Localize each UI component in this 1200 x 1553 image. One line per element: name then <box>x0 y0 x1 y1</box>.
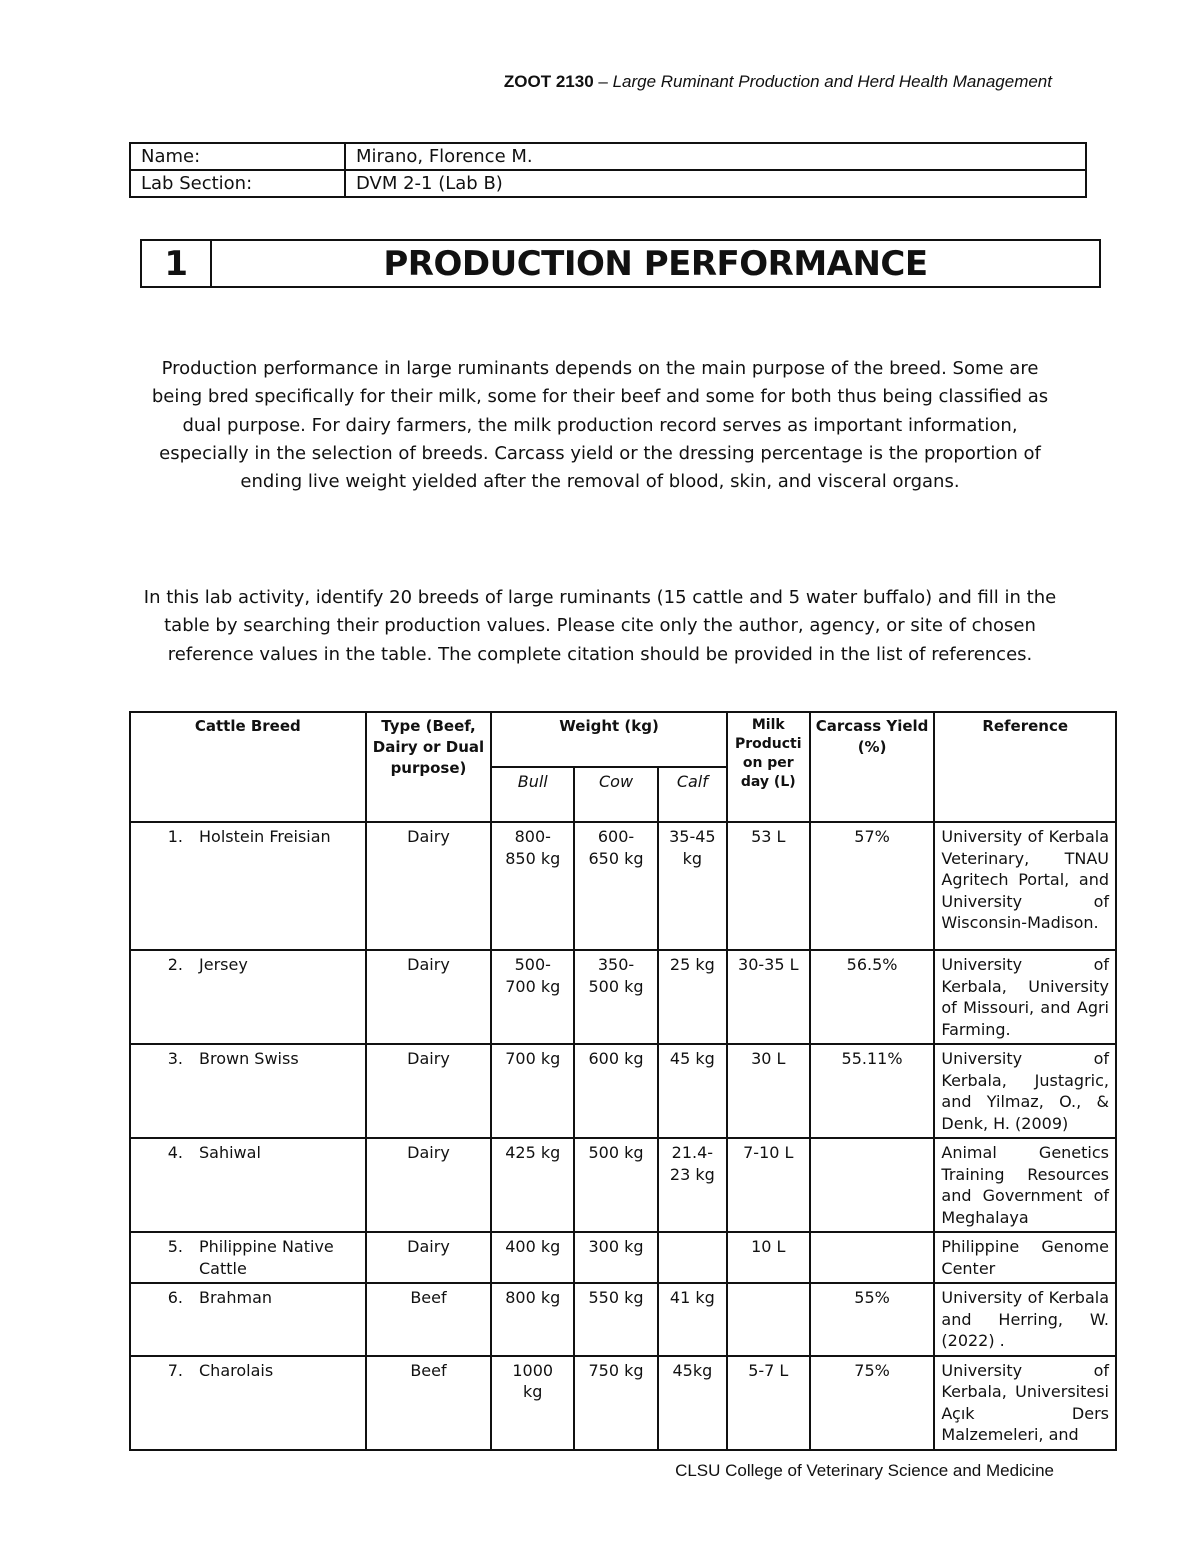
row-number: 4. <box>167 1143 183 1162</box>
calf-weight-cell: 45kg <box>658 1356 727 1450</box>
header-calf: Calf <box>658 767 727 822</box>
type-cell: Beef <box>366 1356 492 1450</box>
breed-name: Charolais <box>199 1360 274 1380</box>
name-label: Name: <box>130 143 345 170</box>
table-row <box>130 1044 1116 1138</box>
cow-weight-cell: 600 kg <box>574 1044 658 1138</box>
milk-cell: 30-35 L <box>727 950 810 1044</box>
carcass-cell: 55% <box>810 1283 935 1356</box>
milk-cell: 10 L <box>727 1232 810 1283</box>
name-value: Mirano, Florence M. <box>345 143 1086 170</box>
calf-weight-cell <box>658 1232 727 1283</box>
production-table <box>129 711 1117 1451</box>
breed-name: Jersey <box>199 955 248 974</box>
carcass-cell <box>810 1232 935 1283</box>
carcass-cell <box>810 1138 935 1232</box>
type-cell: Dairy <box>366 1232 492 1283</box>
type-cell: Dairy <box>366 950 492 1044</box>
breed-cell <box>130 1138 366 1232</box>
calf-weight-cell: 41 kg <box>658 1283 727 1356</box>
table-row <box>130 1138 1116 1232</box>
bull-weight-cell: 500- 700 kg <box>491 950 574 1044</box>
breed-cell <box>130 1232 366 1283</box>
intro-paragraph: Production performance in large ruminants depends on the main purpose of the breed. Some are being bred specifically for their milk, some for their beef and some for both thus being classified as dual purpose. For dairy farmers, the milk production record serves as important information, especially in the selection of breeds. Carcass yield or the dressing percentage is the proportion of ending live weight yielded after the removal of blood, skin, and visceral organs. <box>151 358 1049 493</box>
breed-cell <box>130 1356 366 1450</box>
calf-weight-cell: 45 kg <box>658 1044 727 1138</box>
milk-cell: 7-10 L <box>727 1138 810 1232</box>
section-row <box>130 170 1086 197</box>
page-footer: CLSU College of Veterinary Science and Medicine <box>675 1461 1054 1480</box>
milk-cell: 5-7 L <box>727 1356 810 1450</box>
bull-weight-cell: 700 kg <box>491 1044 574 1138</box>
page-header <box>504 72 1052 92</box>
breed-cell <box>130 1044 366 1138</box>
row-number: 5. <box>167 1237 183 1256</box>
type-cell: Dairy <box>366 822 492 950</box>
header-carcass-yield: Carcass Yield (%) <box>810 712 935 822</box>
header-cow: Cow <box>574 767 658 822</box>
table-row <box>130 1232 1116 1283</box>
breed-name: Philippine Native Cattle <box>199 1237 334 1278</box>
bull-weight-cell: 425 kg <box>491 1138 574 1232</box>
type-cell: Dairy <box>366 1138 492 1232</box>
carcass-cell: 56.5% <box>810 950 935 1044</box>
instructions-paragraph: In this lab activity, identify 20 breeds of large ruminants (15 cattle and 5 water buffalo) and fill in the table by searching their production values. Please cite only the author, agency, or site of chosen reference values in the table. The complete citation should be provided in the list of references. <box>143 587 1057 665</box>
row-number: 6. <box>167 1288 183 1307</box>
calf-weight-cell: 25 kg <box>658 950 727 1044</box>
breed-cell <box>130 822 366 950</box>
header-weight: Weight (kg) <box>491 712 726 767</box>
reference-cell: University of Kerbala Veterinary, TNAU Agritech Portal, and University of Wisconsin-Madison. <box>934 822 1116 950</box>
course-code: ZOOT 2130 <box>503 72 594 91</box>
reference-cell: University of Kerbala, Universitesi Açık Ders Malzemeleri, and <box>934 1356 1116 1450</box>
name-row <box>130 143 1086 170</box>
breed-cell <box>130 950 366 1044</box>
row-number: 2. <box>167 955 183 974</box>
type-cell: Beef <box>366 1283 492 1356</box>
breed-name: Brahman <box>199 1288 273 1307</box>
calf-weight-cell: 21.4- 23 kg <box>658 1138 727 1232</box>
reference-cell: Animal Genetics Training Resources and Government of Meghalaya <box>934 1138 1116 1232</box>
header-type: Type (Beef, Dairy or Dual purpose) <box>366 712 492 822</box>
activity-title-box <box>140 239 1101 288</box>
cow-weight-cell: 500 kg <box>574 1138 658 1232</box>
header-cattle-breed: Cattle Breed <box>130 712 366 822</box>
cow-weight-cell: 300 kg <box>574 1232 658 1283</box>
row-number: 7. <box>167 1360 183 1380</box>
cow-weight-cell: 750 kg <box>574 1356 658 1450</box>
breed-name: Sahiwal <box>199 1143 261 1162</box>
breed-name: Holstein Freisian <box>199 827 331 846</box>
section-value: DVM 2-1 (Lab B) <box>345 170 1086 197</box>
milk-cell <box>727 1283 810 1356</box>
table-row <box>130 1283 1116 1356</box>
bull-weight-cell: 800 kg <box>491 1283 574 1356</box>
cow-weight-cell: 550 kg <box>574 1283 658 1356</box>
table-row <box>130 822 1116 950</box>
bull-weight-cell: 1000 kg <box>491 1356 574 1450</box>
course-title: Large Ruminant Production and Herd Health Management <box>612 72 1052 91</box>
type-cell: Dairy <box>366 1044 492 1138</box>
reference-cell: Philippine Genome Center <box>934 1232 1116 1283</box>
cow-weight-cell: 350- 500 kg <box>574 950 658 1044</box>
calf-weight-cell: 35-45 kg <box>658 822 727 950</box>
breed-cell <box>130 1283 366 1356</box>
milk-cell: 30 L <box>727 1044 810 1138</box>
carcass-cell: 55.11% <box>810 1044 935 1138</box>
activity-number: 1 <box>141 240 211 287</box>
table-row <box>130 1356 1116 1450</box>
section-label: Lab Section: <box>130 170 345 197</box>
header-dash: – <box>593 72 613 91</box>
milk-cell: 53 L <box>727 822 810 950</box>
reference-cell: University of Kerbala, University of Missouri, and Agri Farming. <box>934 950 1116 1044</box>
carcass-cell: 75% <box>810 1356 935 1450</box>
row-number: 3. <box>167 1049 183 1068</box>
cow-weight-cell: 600- 650 kg <box>574 822 658 950</box>
activity-title: PRODUCTION PERFORMANCE <box>211 240 1100 287</box>
header-milk-production: Milk Producti on per day (L) <box>727 712 810 822</box>
bull-weight-cell: 800- 850 kg <box>491 822 574 950</box>
reference-cell: University of Kerbala and Herring, W. (2022) . <box>934 1283 1116 1356</box>
table-row <box>130 950 1116 1044</box>
header-reference: Reference <box>934 712 1116 822</box>
breed-name: Brown Swiss <box>199 1049 299 1068</box>
reference-cell: University of Kerbala, Justagric, and Yilmaz, O., & Denk, H. (2009) <box>934 1044 1116 1138</box>
bull-weight-cell: 400 kg <box>491 1232 574 1283</box>
carcass-cell: 57% <box>810 822 935 950</box>
header-bull: Bull <box>491 767 574 822</box>
row-number: 1. <box>167 827 183 846</box>
student-info-table <box>129 142 1087 198</box>
